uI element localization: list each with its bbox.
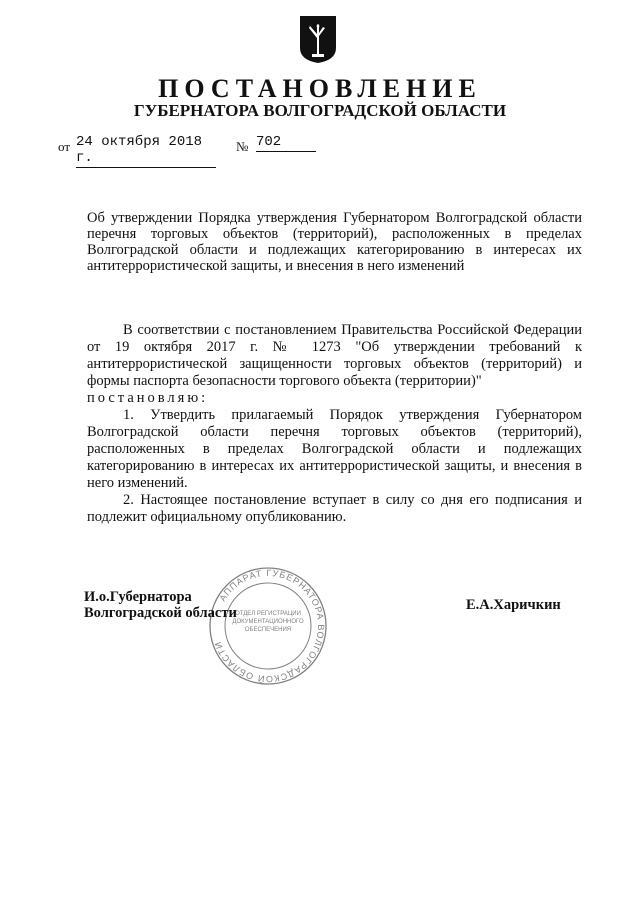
document-subject: Об утверждении Порядка утверждения Губернатором Волгоградской области перечня торговых объектов (территорий), расположенных в пределах Волгоградской области и подлежащих категорированию в интересах их антитеррористической защиты, и внесения в него изменений xyxy=(87,210,582,274)
dateline xyxy=(58,134,338,166)
official-seal-icon xyxy=(206,564,330,688)
document-date: 24 октября 2018 г. xyxy=(76,134,216,168)
signatory-name: Е.А.Харичкин xyxy=(466,597,561,613)
seal-outer-text: АППАРАТ ГУБЕРНАТОРА ВОЛГОГРАДСКОЙ ОБЛАСТИ xyxy=(212,567,327,685)
signatory-position-line-1: И.о.Губернатора xyxy=(84,589,192,605)
number-label: № xyxy=(236,139,249,154)
preamble-paragraph: В соответствии с постановлением Правительства Российской Федерации от 19 октября 2017 г. № 1273 "Об утверждении требований к антитеррористической защищенности торговых объектов (территорий) и формы паспорта безопасности торгового объекта (территории)" xyxy=(87,322,582,389)
seal-inner-text: ОТДЕЛ РЕГИСТРАЦИИ ДОКУМЕНТАЦИОННОГО ОБЕСПЕЧЕНИЯ xyxy=(232,611,304,633)
date-from-label: от xyxy=(58,139,71,154)
document-title: ПОСТАНОВЛЕНИЕ xyxy=(158,74,482,103)
decree-word: постановляю: xyxy=(87,390,209,406)
item-2-paragraph: 2. Настоящее постановление вступает в силу со дня его подписания и подлежит официальному опубликованию. xyxy=(87,492,582,525)
document-number: 702 xyxy=(256,134,316,152)
document-body xyxy=(87,322,582,526)
document-subtitle: ГУБЕРНАТОРА ВОЛГОГРАДСКОЙ ОБЛАСТИ xyxy=(133,101,507,120)
item-1-paragraph: 1. Утвердить прилагаемый Порядок утверждения Губернатором Волгоградской области перечня торговых объектов (территорий), расположенных в пределах Волгоградской области и подлежащих категорированию в интересах их антитеррористической защиты, и внесения в него изменений. xyxy=(87,407,582,491)
signatory-position-line-2: Волгоградской области xyxy=(84,605,237,621)
signatory-position xyxy=(84,589,237,621)
volgograd-emblem-icon xyxy=(298,14,338,64)
